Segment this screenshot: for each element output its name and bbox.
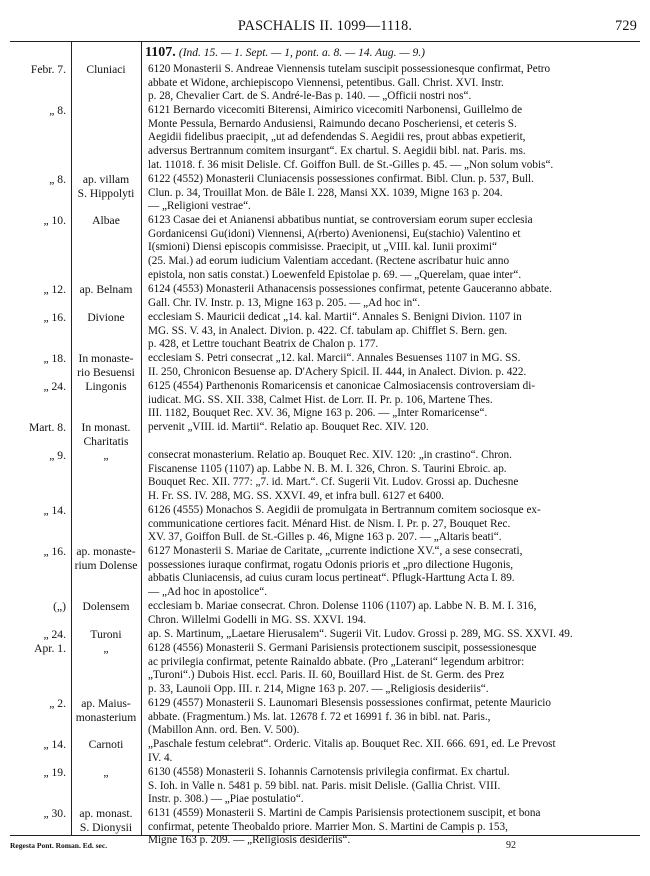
- entry-text-line: — „Religioni vestrae“.: [148, 200, 251, 213]
- entry-text-line: communicatione certiores facit. Ménard Hist. de Nism. I. Pr. p. 27, Bouquet Rec.: [148, 517, 511, 530]
- entry-text: [148, 421, 640, 435]
- entry-text-line: 6128 (4556) Monasterii S. Germani Parisiensis protectionem suscipit, possessionesque: [148, 642, 537, 654]
- entry-text: [148, 173, 640, 214]
- place-column-rule: [141, 41, 142, 835]
- entry-text-line: pervenit „VIII. id. Martii“. Relatio ap. Bouquet Rec. XIV. 120.: [148, 421, 429, 433]
- entry-text: [148, 545, 640, 600]
- entry-text-line: (25. Mai.) ad eorum iudicium Valentiam accedant. (Rectene ascribatur huic anno: [148, 255, 510, 268]
- entry-text-line: consecrat monasterium. Relatio ap. Bouquet Rec. XIV. 120: „in crastino“. Chron.: [148, 449, 512, 461]
- entry-text: [148, 642, 640, 697]
- entry-date: „ 24.: [43, 380, 66, 393]
- entry-text-line: „Turoni“.) Dubois Hist. eccl. Paris. II. 60, Bouillard Hist. de St. Germ. des Prez: [148, 669, 505, 682]
- entry-date: „ 10.: [43, 214, 66, 227]
- entry-text-line: 6120 Monasterii S. Andreae Viennensis tutelam suscipit possessionesque confirmat, Petro: [148, 63, 551, 75]
- entry-text-line: MG. SS. V. 43, in Analect. Divion. p. 422. Cf. tabulam ap. Chifflet S. Bern. gen.: [148, 324, 508, 337]
- entry-text-line: lat. 11018. f. 36 misit Delisle. Cf. Goiffon Bull. de St.-Gilles p. 45. — „Non solum vobis“.: [148, 158, 554, 171]
- footer-signature: 92: [506, 840, 516, 851]
- entry-text: [148, 380, 640, 421]
- entry-date: („): [53, 600, 66, 613]
- entry-date: „ 16.: [43, 311, 66, 324]
- entry-text: [148, 449, 640, 504]
- entry-text-line: S. Ioh. in Valle n. 5481 p. 59 bibl. nat. Paris. misit Delisle. (Gallia Christ. VIII.: [148, 779, 501, 792]
- entry-place: [72, 173, 140, 200]
- entry-place-line: ap. Maius-: [81, 697, 131, 710]
- entry-text-line: IV. 4.: [148, 751, 173, 764]
- entry-date: „ 24.: [43, 628, 66, 641]
- entry-place-line: Carnoti: [88, 738, 124, 751]
- entry-date: „ 8.: [49, 173, 66, 186]
- entry-place-line: S. Dionysii: [79, 820, 133, 834]
- entry-place-line: Lingonis: [85, 380, 127, 393]
- entry-text-line: abbate. (Fragmentum.) Ms. lat. 12678 f. 72 et 16991 f. 36 in bibl. nat. Paris.,: [148, 710, 491, 723]
- entry-text: [148, 738, 640, 765]
- entry-text-line: 6125 (4554) Parthenonis Romaricensis et canonicae Calmosiacensis controversiam di-: [148, 380, 536, 392]
- entry-text: [148, 807, 640, 848]
- entry-text-line: Gall. Chr. IV. Instr. p. 13, Migne 163 p. 205. — „Ad hoc in“.: [148, 296, 420, 309]
- entry-text-line: 6124 (4553) Monasterii Athanacensis possessiones confirmat, petente Gauceranno abbate.: [148, 283, 552, 295]
- entry-text-line: 6129 (4557) Monasterii S. Launomari Blesensis possessiones confirmat, petente Mauricio: [148, 697, 551, 709]
- entry-place-line: In monaste-: [78, 352, 134, 365]
- entry-date: „ 8.: [49, 104, 66, 117]
- entry-place: [72, 642, 140, 656]
- entry-date: Apr. 1.: [34, 642, 66, 655]
- entry-text-line: confirmat, petente Theobaldo priore. Marrier Mon. S. Martini de Campis p. 153,: [148, 820, 508, 833]
- entry-text-line: I(smioni) Diensi episcopis commisisse. Praecipit, ut „VIII. kal. Iunii proximi“: [148, 241, 497, 254]
- entry-place-line: „: [103, 642, 109, 655]
- entry-place: [72, 214, 140, 228]
- entry-place-line: S. Hippolyti: [77, 186, 135, 200]
- entry-place-line: ap. monaste-: [76, 545, 136, 558]
- entry-text-line: Instr. p. 308.) — „Piae postulatio“.: [148, 793, 304, 806]
- entry-text: [148, 63, 640, 104]
- entry-place-line: Divione: [87, 311, 125, 324]
- entry-text-line: Aegidii fidelibus praecipit, „ut ad defendendas S. Aegidii res, prout abbas expetierit,: [148, 131, 526, 144]
- entry-date: „ 2.: [49, 697, 66, 710]
- entry-text-line: p. 33, Launoii Opp. III. r. 214, Migne 163 p. 207. — „Religiosis desideriis“.: [148, 683, 489, 696]
- entry-text: [148, 628, 640, 642]
- indiction-note: (Ind. 15. — 1. Sept. — 1, pont. a. 8. — 14. Aug. — 9.): [178, 47, 425, 59]
- entry-text-line: H. Fr. SS. IV. 288, MG. SS. XXVI. 49, et infra bull. 6127 et 6400.: [148, 490, 444, 503]
- entry-text-line: abbatis Cluniacensis, ad cuius curam locus pertineat“. Pflugk-Harttung Acta I. 89.: [148, 572, 515, 585]
- entry-date: „ 14.: [43, 504, 66, 517]
- entry-place: [72, 545, 140, 572]
- entry-place-line: „: [103, 766, 109, 779]
- entry-place: [72, 63, 140, 77]
- entry-text-line: ac privilegia confirmat, petente Rainaldo abbate. (Pro „Laterani“ legendum arbitror:: [148, 655, 525, 668]
- entry-text: [148, 283, 640, 310]
- entry-place-line: Cluniaci: [86, 63, 126, 76]
- entry-text-line: epistola, non satis constat.) Loewenfeld Epistolae p. 69. — „Querelam, quae inter“.: [148, 268, 522, 281]
- entry-text-line: — „Ad hoc in apostolice“.: [148, 586, 267, 599]
- entry-date: „ 14.: [43, 738, 66, 751]
- running-title: PASCHALIS II. 1099—1118.: [237, 18, 413, 34]
- entry-text-line: ap. S. Martinum, „Laetare Hierusalem“. Sugerii Vit. Ludov. Grossi p. 289, MG. SS. XXVI. 49.: [148, 628, 573, 640]
- entry-text-line: 6123 Casae dei et Anianensi abbatibus nuntiat, se controversiam eorum super ecclesia: [148, 214, 533, 226]
- year-heading: [145, 45, 425, 61]
- entry-text-line: p. 28, Chevalier Cart. de S. André-le-Bas p. 140. — „Officii nostri nos“.: [148, 90, 472, 103]
- entry-date: „ 30.: [43, 807, 66, 820]
- page-number: 729: [615, 18, 637, 34]
- entry-date: „ 18.: [43, 352, 66, 365]
- entry-text-line: adversus Bertrannum comitem insurgant“. Ex chartul. S. Aegidii bibl. nat. Paris. ms.: [148, 145, 526, 158]
- entry-place: [72, 449, 140, 463]
- entry-place-line: rium Dolense: [74, 558, 138, 572]
- entry-text: [148, 214, 640, 283]
- entry-text-line: 6126 (4555) Monachos S. Aegidii de promulgata in Bertrannum comitem sociosque ex-: [148, 504, 541, 516]
- entry-text: [148, 504, 640, 545]
- top-rule: [10, 41, 640, 42]
- entry-date: Febr. 7.: [30, 63, 66, 76]
- entry-date: „ 19.: [43, 766, 66, 779]
- entry-text-line: (Mabillon Ann. ord. Ben. V. 500).: [148, 724, 300, 737]
- entry-date: Mart. 8.: [28, 421, 66, 434]
- entry-text: [148, 600, 640, 627]
- entry-text-line: 6131 (4559) Monasterii S. Martini de Campis Parisiensis protectionem suscipit, et bona: [148, 807, 541, 819]
- entry-place: [72, 600, 140, 614]
- entry-text: [148, 352, 640, 379]
- entry-text-line: 6127 Monasterii S. Mariae de Caritate, „currente indictione XV.“, a sese consecrati,: [148, 545, 523, 557]
- entry-text-line: Monte Pessula, Bernardo Andusiensi, Raimundo decano Poscheriensi, et ceteris S.: [148, 117, 517, 130]
- entry-place: [72, 766, 140, 780]
- entry-place-line: ap. Belnam: [79, 283, 133, 296]
- entry-place: [72, 421, 140, 448]
- entry-place: [72, 283, 140, 297]
- entry-place-line: Albae: [92, 214, 120, 227]
- entry-text-line: 6122 (4552) Monasterii Cluniacensis possessiones confirmat. Bibl. Clun. p. 537, Bull.: [148, 173, 534, 185]
- entry-text-line: Clun. p. 34, Trouillat Mon. de Bâle I. 228, Mansi XX. 1039, Migne 163 p. 204.: [148, 186, 503, 199]
- entry-text-line: Bouquet Rec. XII. 777: „7. id. Mart.“. Cf. Sugerii Vit. Ludov. Grossi ap. Duchesne: [148, 476, 519, 489]
- entry-place: [72, 697, 140, 724]
- entry-date: „ 16.: [43, 545, 66, 558]
- entry-text-line: abbate et Widone, archiepiscopo Viennensi, petentibus. Gall. Christ. XVI. Instr.: [148, 76, 504, 89]
- running-header: [0, 18, 650, 34]
- entry-place: [72, 352, 140, 379]
- entry-place: [72, 738, 140, 752]
- entry-text: [148, 104, 640, 173]
- entry-place-line: ap. villam: [82, 173, 130, 186]
- entry-date: „ 9.: [49, 449, 66, 462]
- entry-text-line: 6130 (4558) Monasterii S. Iohannis Carnotensis privilegia confirmat. Ex chartul.: [148, 766, 510, 778]
- entry-place-line: „: [103, 449, 109, 462]
- entry-text-line: Migne 163 p. 209. — „Religiosis desideriis“.: [148, 834, 351, 847]
- entry-text-line: ecclesiam S. Petri consecrat „12. kal. Marcii“. Annales Besuenses 1107 in MG. SS.: [148, 352, 521, 364]
- entry-text-line: Fiscanense 1105 (1107) ap. Labbe N. B. M. I. 326, Chron. S. Taurini Ebroic. ap.: [148, 462, 507, 475]
- entry-place: [72, 628, 140, 642]
- entry-place-line: Dolensem: [82, 600, 130, 613]
- entry-text-line: Chron. Willelmi Godelli in MG. SS. XXVI. 194.: [148, 613, 367, 626]
- entry-text-line: ecclesiam b. Mariae consecrat. Chron. Dolense 1106 (1107) ap. Labbe N. B. M. I. 316,: [148, 600, 537, 612]
- year-number: 1107.: [145, 45, 176, 60]
- entry-text-line: 6121 Bernardo vicecomiti Biterensi, Aimirico vicecomiti Narbonensi, Guillelmo de: [148, 104, 523, 116]
- entry-text-line: p. 428, et Lettre touchant Beatrix de Chalon p. 177.: [148, 338, 379, 351]
- entry-text: [148, 311, 640, 352]
- entry-text-line: possessiones iuraque confirmat, rogatu Odonis prioris et „pro dilectione Hugonis,: [148, 558, 514, 571]
- entry-place-line: Turoni: [90, 628, 122, 641]
- entry-text-line: II. 250, Chronicon Besuense ap. D'Achery Spicil. II. 444, in Analect. Divion. p. 422.: [148, 365, 527, 378]
- entry-place: [72, 807, 140, 834]
- entry-place-line: monasterium: [75, 710, 137, 724]
- entry-place: [72, 380, 140, 394]
- entry-text-line: „Paschale festum celebrat“. Orderic. Vitalis ap. Bouquet Rec. XII. 666. 691, ed. Le Prevost: [148, 738, 556, 750]
- entry-place-line: Charitatis: [83, 434, 129, 448]
- entry-text-line: ecclesiam S. Mauricii dedicat „14. kal. Martii“. Annales S. Benigni Divion. 1107 in: [148, 311, 522, 323]
- entry-text-line: Gordanicensi Gu(idoni) Viennensi, A(rberto) Avenionensi, Eu(stachio) Valentino et: [148, 227, 521, 240]
- entry-text-line: iudicat. MG. SS. XII. 338, Calmet Hist. de Lorr. II. Pr. p. 106, Martene Thes.: [148, 393, 493, 406]
- entry-place-line: rio Besuensi: [77, 365, 135, 379]
- entry-text: [148, 697, 640, 738]
- entry-place-line: In monast.: [81, 421, 131, 434]
- entry-text-line: III. 1182, Bouquet Rec. XV. 36, Migne 163 p. 206. — „Inter Romaricense“.: [148, 407, 488, 420]
- entry-place-line: ap. monast.: [79, 807, 133, 820]
- entry-date: „ 12.: [43, 283, 66, 296]
- entry-text-line: XV. 37, Goiffon Bull. de St.-Gilles p. 46, Migne 163 p. 207. — „Altaris beati“.: [148, 531, 502, 544]
- bottom-rule: [10, 835, 640, 836]
- footer-series-title: Regesta Pont. Roman. Ed. sec.: [10, 841, 108, 850]
- entry-place: [72, 311, 140, 325]
- entry-text: [148, 766, 640, 807]
